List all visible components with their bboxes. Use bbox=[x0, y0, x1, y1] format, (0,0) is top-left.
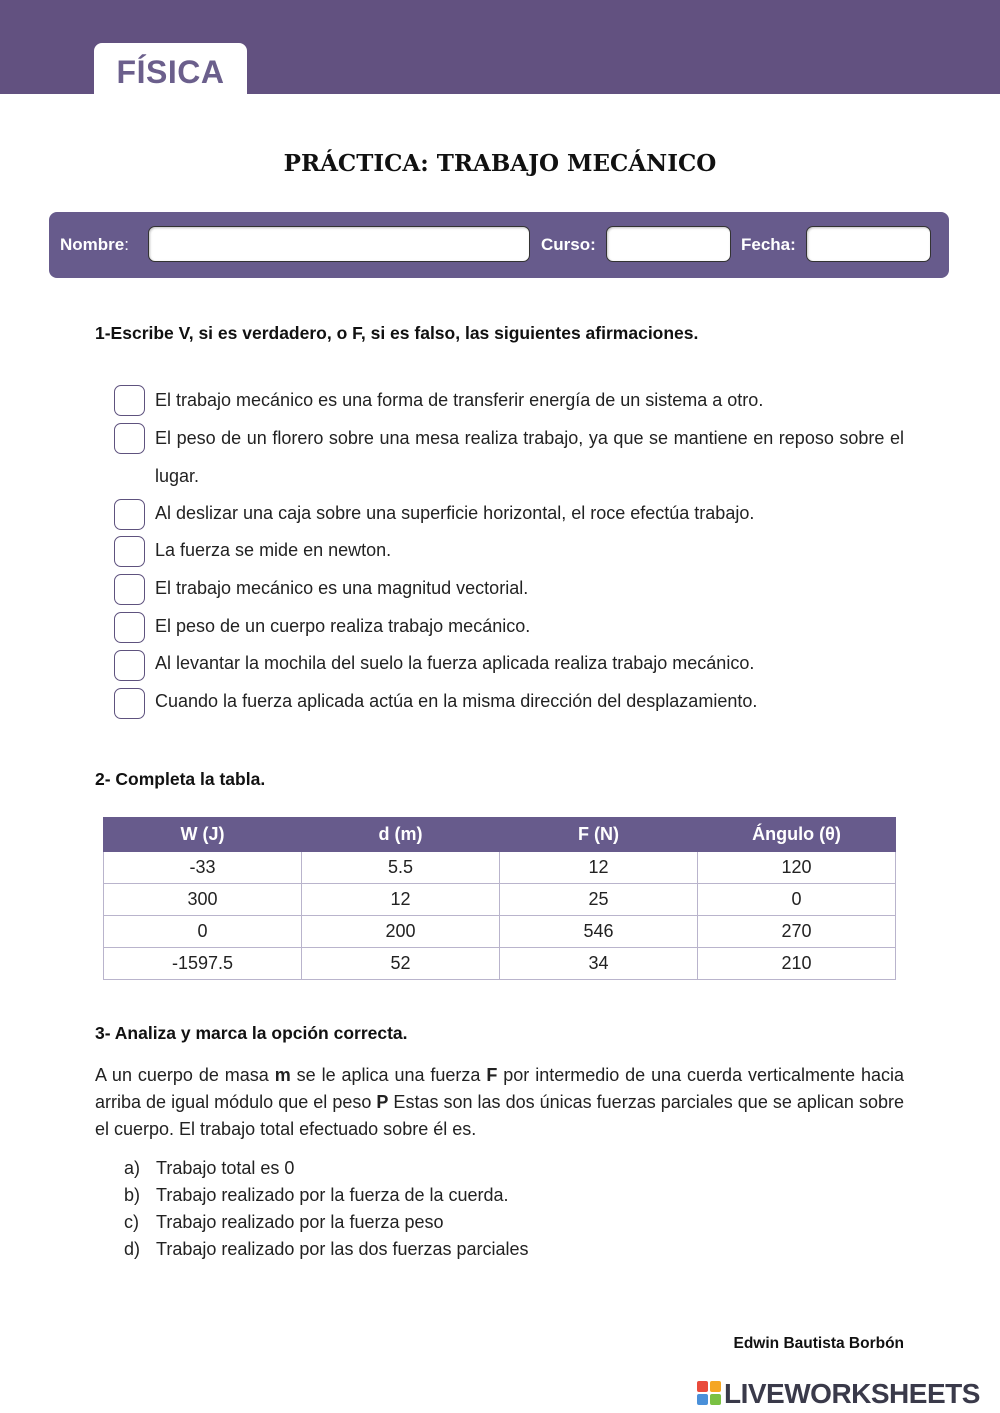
statement-7: Al levantar la mochila del suelo la fuerza aplicada realiza trabajo mecánico. bbox=[155, 653, 755, 673]
table-header-row bbox=[104, 818, 896, 852]
logo-square bbox=[697, 1381, 708, 1392]
option-text: Trabajo realizado por la fuerza de la cuerda. bbox=[156, 1185, 509, 1205]
statement-2: El peso de un florero sobre una mesa realiza trabajo, ya que se mantiene en reposo sobre el bbox=[155, 428, 904, 448]
date-input[interactable] bbox=[806, 226, 931, 262]
table-cell: 546 bbox=[500, 916, 698, 948]
student-info-bar bbox=[49, 212, 949, 278]
table-cell: 270 bbox=[698, 916, 896, 948]
page-title: PRÁCTICA: TRABAJO MECÁNICO bbox=[283, 150, 717, 177]
statement-5: El trabajo mecánico es una magnitud vectorial. bbox=[155, 578, 529, 598]
table-cell: -33 bbox=[104, 852, 302, 884]
answer-box-3[interactable] bbox=[114, 499, 145, 530]
answer-box-7[interactable] bbox=[114, 650, 145, 681]
answer-box-1[interactable] bbox=[114, 385, 145, 416]
date-label: Fecha: bbox=[741, 235, 796, 254]
column-header: d (m) bbox=[302, 818, 500, 852]
option-letter: d) bbox=[124, 1239, 141, 1259]
statement-2-cont: lugar. bbox=[155, 466, 200, 486]
name-label-colon: : bbox=[124, 235, 129, 254]
table-cell: 300 bbox=[104, 884, 302, 916]
answer-box-5[interactable] bbox=[114, 574, 145, 605]
subject-label: FÍSICA bbox=[116, 54, 225, 90]
logo-icon bbox=[697, 1381, 721, 1405]
para-text: Estas son las dos únicas fuerzas parciales que se aplican sobre el cuerpo. El trabajo total efectuado sobre él es. bbox=[95, 1092, 904, 1139]
table-cell: 200 bbox=[302, 916, 500, 948]
logo-square bbox=[710, 1394, 721, 1405]
subject-tab bbox=[94, 43, 247, 94]
table-cell: 0 bbox=[698, 884, 896, 916]
course-label: Curso: bbox=[541, 235, 596, 254]
table-cell: 52 bbox=[302, 948, 500, 980]
name-label bbox=[60, 235, 129, 255]
name-label-text: Nombre bbox=[60, 235, 125, 254]
column-header: W (J) bbox=[104, 818, 302, 852]
table-cell: 210 bbox=[698, 948, 896, 980]
statement-8: Cuando la fuerza aplicada actúa en la misma dirección del desplazamiento. bbox=[155, 691, 758, 711]
table-cell: 25 bbox=[500, 884, 698, 916]
name-input[interactable] bbox=[148, 226, 530, 262]
brand-text: LIVEWORKSHEETS bbox=[724, 1378, 980, 1409]
answer-box-2[interactable] bbox=[114, 423, 145, 454]
force-symbol: F bbox=[486, 1065, 498, 1085]
problem-statement bbox=[95, 1062, 904, 1143]
column-header: F (N) bbox=[500, 818, 698, 852]
logo-square bbox=[697, 1394, 708, 1405]
option-letter: b) bbox=[124, 1185, 141, 1205]
option-letter: c) bbox=[124, 1212, 139, 1232]
para-text: A un cuerpo de masa bbox=[95, 1065, 275, 1085]
section1-heading: 1-Escribe V, si es verdadero, o F, si es falso, las siguientes afirmaciones. bbox=[95, 323, 699, 343]
table-row bbox=[104, 948, 896, 980]
para-text: se le aplica una fuerza bbox=[290, 1065, 487, 1085]
option-text: Trabajo realizado por las dos fuerzas parciales bbox=[156, 1239, 529, 1259]
para-text: por intermedio de una cuerda verticalmente hacia arriba de igual módulo que el peso bbox=[95, 1065, 904, 1112]
course-input[interactable] bbox=[606, 226, 731, 262]
section2-heading: 2- Completa la tabla. bbox=[95, 769, 266, 789]
answer-box-4[interactable] bbox=[114, 536, 145, 567]
option-letter: a) bbox=[124, 1158, 141, 1178]
author-name: Edwin Bautista Borbón bbox=[733, 1335, 904, 1352]
table-row bbox=[104, 884, 896, 916]
column-header: Ángulo (θ) bbox=[698, 818, 896, 852]
option-text: Trabajo total es 0 bbox=[156, 1158, 295, 1178]
section3-heading: 3- Analiza y marca la opción correcta. bbox=[95, 1023, 408, 1043]
statement-1: El trabajo mecánico es una forma de transferir energía de un sistema a otro. bbox=[155, 390, 764, 410]
table-cell: 12 bbox=[500, 852, 698, 884]
answer-box-8[interactable] bbox=[114, 688, 145, 719]
weight-symbol: P bbox=[376, 1092, 389, 1112]
answer-box-6[interactable] bbox=[114, 612, 145, 643]
statement-4: La fuerza se mide en newton. bbox=[155, 540, 392, 560]
mass-symbol: m bbox=[274, 1065, 291, 1085]
table-cell: 0 bbox=[104, 916, 302, 948]
table-cell: 120 bbox=[698, 852, 896, 884]
table-cell: 12 bbox=[302, 884, 500, 916]
logo-square bbox=[710, 1381, 721, 1392]
option-text: Trabajo realizado por la fuerza peso bbox=[156, 1212, 444, 1232]
work-table bbox=[103, 817, 896, 980]
table-cell: 34 bbox=[500, 948, 698, 980]
table-row bbox=[104, 852, 896, 884]
table-row bbox=[104, 916, 896, 948]
table-cell: 5.5 bbox=[302, 852, 500, 884]
table-cell: -1597.5 bbox=[104, 948, 302, 980]
statement-3: Al deslizar una caja sobre una superficie horizontal, el roce efectúa trabajo. bbox=[155, 503, 755, 523]
statement-6: El peso de un cuerpo realiza trabajo mecánico. bbox=[155, 616, 531, 636]
